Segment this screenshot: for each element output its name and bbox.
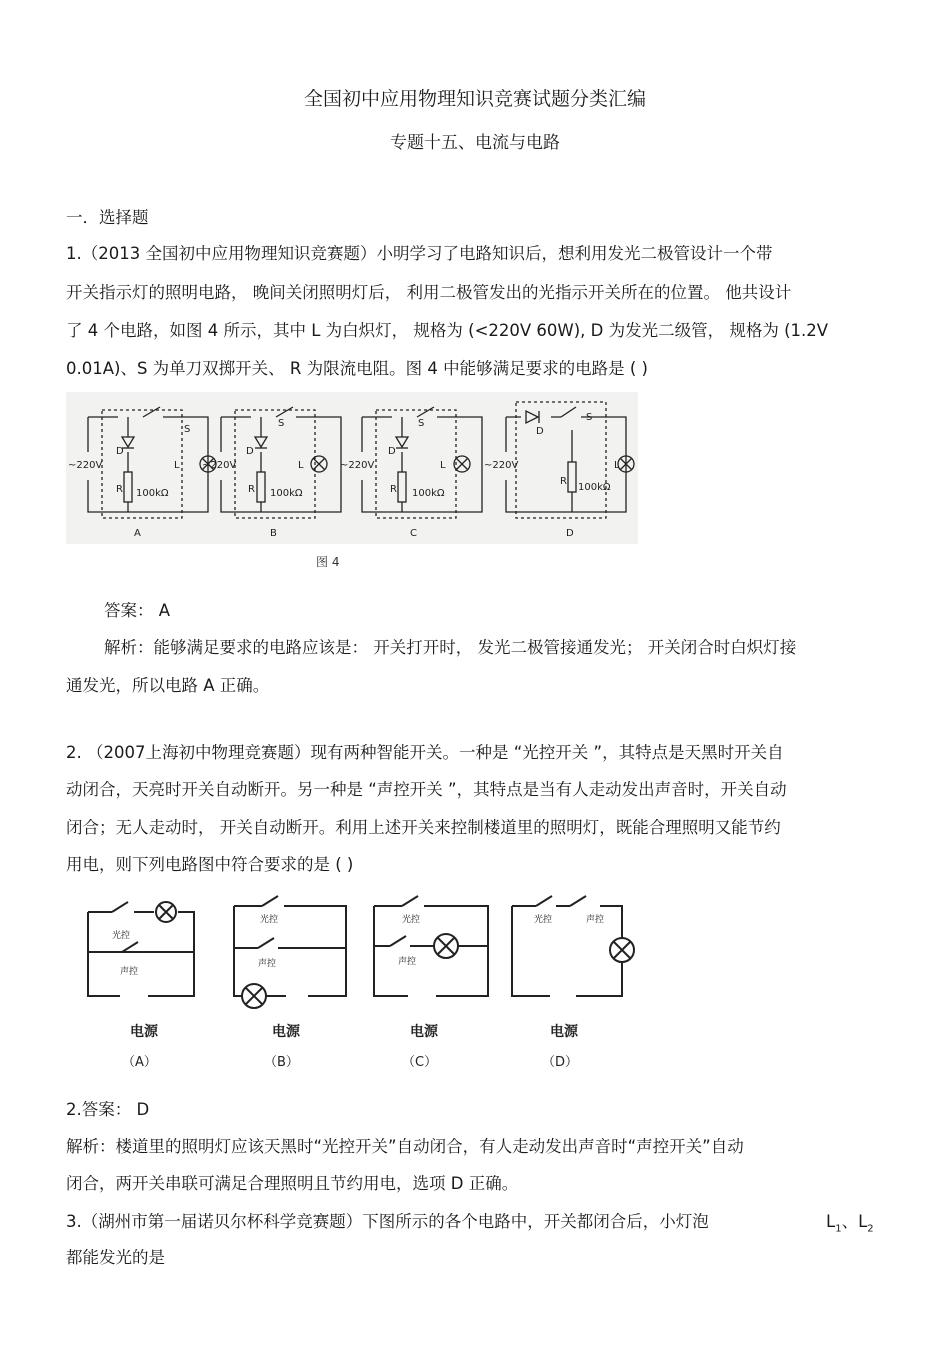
q2-c-label: （C） bbox=[402, 1055, 438, 1070]
q3-line-2: 都能发光的是 bbox=[66, 1248, 165, 1267]
q2-circuit-a bbox=[88, 902, 194, 996]
q2-circuit-d bbox=[512, 896, 634, 996]
q2-d-source: 电源 bbox=[550, 1024, 578, 1040]
section-heading: 一．选择题 bbox=[66, 208, 149, 227]
circuit-d-r: R bbox=[560, 476, 567, 487]
q2-analysis-line-2: 闭合，两开关串联可满足合理照明且节约用电，选项 D 正确。 bbox=[66, 1174, 519, 1193]
q1-analysis-line-1: 解析：能够满足要求的电路应该是： 开关打开时， 发光二极管接通发光； 开关闭合时白炽灯接 bbox=[104, 638, 797, 657]
circuit-d-voltage: ~220V bbox=[484, 460, 519, 471]
circuit-c-d: D bbox=[388, 446, 396, 457]
q2-line-1: 2. （2007上海初中物理竞赛题）现有两种智能开关。一种是 “光控开关 ”，其特点是天黑时开关自 bbox=[66, 743, 784, 762]
circuit-d-resistor: 100kΩ bbox=[578, 482, 611, 493]
q3-line-1: 3.（湖州市第一届诺贝尔杯科学竞赛题）下图所示的各个电路中，开关都闭合后，小灯泡 bbox=[66, 1212, 709, 1231]
q2-a-switch1: 光控 bbox=[112, 931, 131, 941]
circuit-a-voltage: ~220V bbox=[68, 460, 103, 471]
q2-d-switch1: 光控 bbox=[534, 915, 553, 925]
circuit-c-s: S bbox=[418, 418, 425, 429]
circuit-a-d: D bbox=[116, 446, 124, 457]
circuit-d-d: D bbox=[536, 426, 544, 437]
q2-d-switch2: 声控 bbox=[586, 915, 605, 925]
q2-a-source: 电源 bbox=[130, 1024, 158, 1040]
q2-b-label: （B） bbox=[264, 1055, 299, 1070]
q2-circuit-c bbox=[374, 896, 488, 996]
circuit-d-l: L bbox=[614, 460, 620, 471]
q1-line-3: 了 4 个电路，如图 4 所示，其中 L 为白炽灯， 规格为 (<220V 60W), D 为发光二级管， 规格为 (1.2V bbox=[66, 321, 829, 340]
circuit-a-l: L bbox=[174, 460, 180, 471]
q2-c-switch1: 光控 bbox=[402, 915, 421, 925]
q2-b-switch1: 光控 bbox=[260, 915, 279, 925]
q3-l2-sub: 2 bbox=[867, 1223, 874, 1235]
figure-4-circuits bbox=[66, 392, 638, 544]
q3-l1-sub: 1 bbox=[835, 1223, 842, 1235]
circuit-d-label: D bbox=[566, 528, 574, 539]
q3-lamp-labels bbox=[826, 1208, 874, 1234]
q1-analysis-line-2: 通发光，所以电路 A 正确。 bbox=[66, 676, 270, 695]
circuit-c-resistor: 100kΩ bbox=[412, 488, 445, 499]
circuit-a-s: S bbox=[184, 424, 191, 435]
q2-line-3: 闭合；无人走动时， 开关自动断开。利用上述开关来控制楼道里的照明灯，既能合理照明又能节约 bbox=[66, 818, 781, 837]
q1-answer: 答案： A bbox=[104, 601, 171, 620]
circuit-b-resistor: 100kΩ bbox=[270, 488, 303, 499]
circuit-a-label: A bbox=[134, 528, 141, 539]
q1-line-2: 开关指示灯的照明电路， 晚间关闭照明灯后， 利用二极管发出的光指示开关所在的位置。 他共设计 bbox=[66, 283, 792, 302]
q1-line-4: 0.01A)、S 为单刀双掷开关、 R 为限流电阻。图 4 中能够满足要求的电路是 ( ) bbox=[66, 359, 648, 378]
circuit-a-resistor: 100kΩ bbox=[136, 488, 169, 499]
circuit-c-l: L bbox=[440, 460, 446, 471]
document-title: 全国初中应用物理知识竞赛试题分类汇编 bbox=[303, 88, 646, 110]
circuit-b-s: S bbox=[278, 418, 285, 429]
circuit-b-r: R bbox=[248, 484, 255, 495]
circuit-b-l: L bbox=[298, 460, 304, 471]
q2-d-label: （D） bbox=[542, 1055, 579, 1070]
circuit-c-voltage: ~220V bbox=[340, 460, 375, 471]
circuit-b-voltage: ~220V bbox=[202, 460, 237, 471]
q3-sep: 、L bbox=[841, 1212, 868, 1231]
q2-line-4: 用电，则下列电路图中符合要求的是 ( ) bbox=[66, 855, 354, 874]
q2-circuit-b bbox=[234, 896, 346, 1008]
figure-4-caption: 图 4 bbox=[316, 555, 340, 569]
q2-a-switch2: 声控 bbox=[120, 967, 139, 977]
circuit-b-label: B bbox=[270, 528, 277, 539]
q2-b-source: 电源 bbox=[272, 1024, 300, 1040]
circuit-b-d: D bbox=[246, 446, 254, 457]
circuit-d-s: S bbox=[586, 412, 593, 423]
circuit-c-label: C bbox=[410, 528, 417, 539]
q2-line-2: 动闭合，天亮时开关自动断开。另一种是 “声控开关 ”，其特点是当有人走动发出声音时，开关自动 bbox=[66, 780, 787, 799]
figure-q2-circuits bbox=[76, 884, 656, 1074]
circuit-a-r: R bbox=[116, 484, 123, 495]
q2-answer: 2.答案： D bbox=[66, 1100, 150, 1119]
q3-l1: L bbox=[826, 1212, 836, 1231]
q2-b-switch2: 声控 bbox=[258, 959, 277, 969]
q1-line-1: 1.（2013 全国初中应用物理知识竞赛题）小明学习了电路知识后，想利用发光二极管设计一个带 bbox=[66, 244, 773, 263]
q2-c-source: 电源 bbox=[410, 1024, 438, 1040]
document-subtitle: 专题十五、电流与电路 bbox=[390, 133, 560, 153]
q2-analysis-line-1: 解析：楼道里的照明灯应该天黑时“光控开关”自动闭合，有人走动发出声音时“声控开关”自动 bbox=[66, 1137, 744, 1156]
q2-a-label: （A） bbox=[122, 1055, 157, 1070]
q2-c-switch2: 声控 bbox=[398, 957, 417, 967]
circuit-c-r: R bbox=[390, 484, 397, 495]
